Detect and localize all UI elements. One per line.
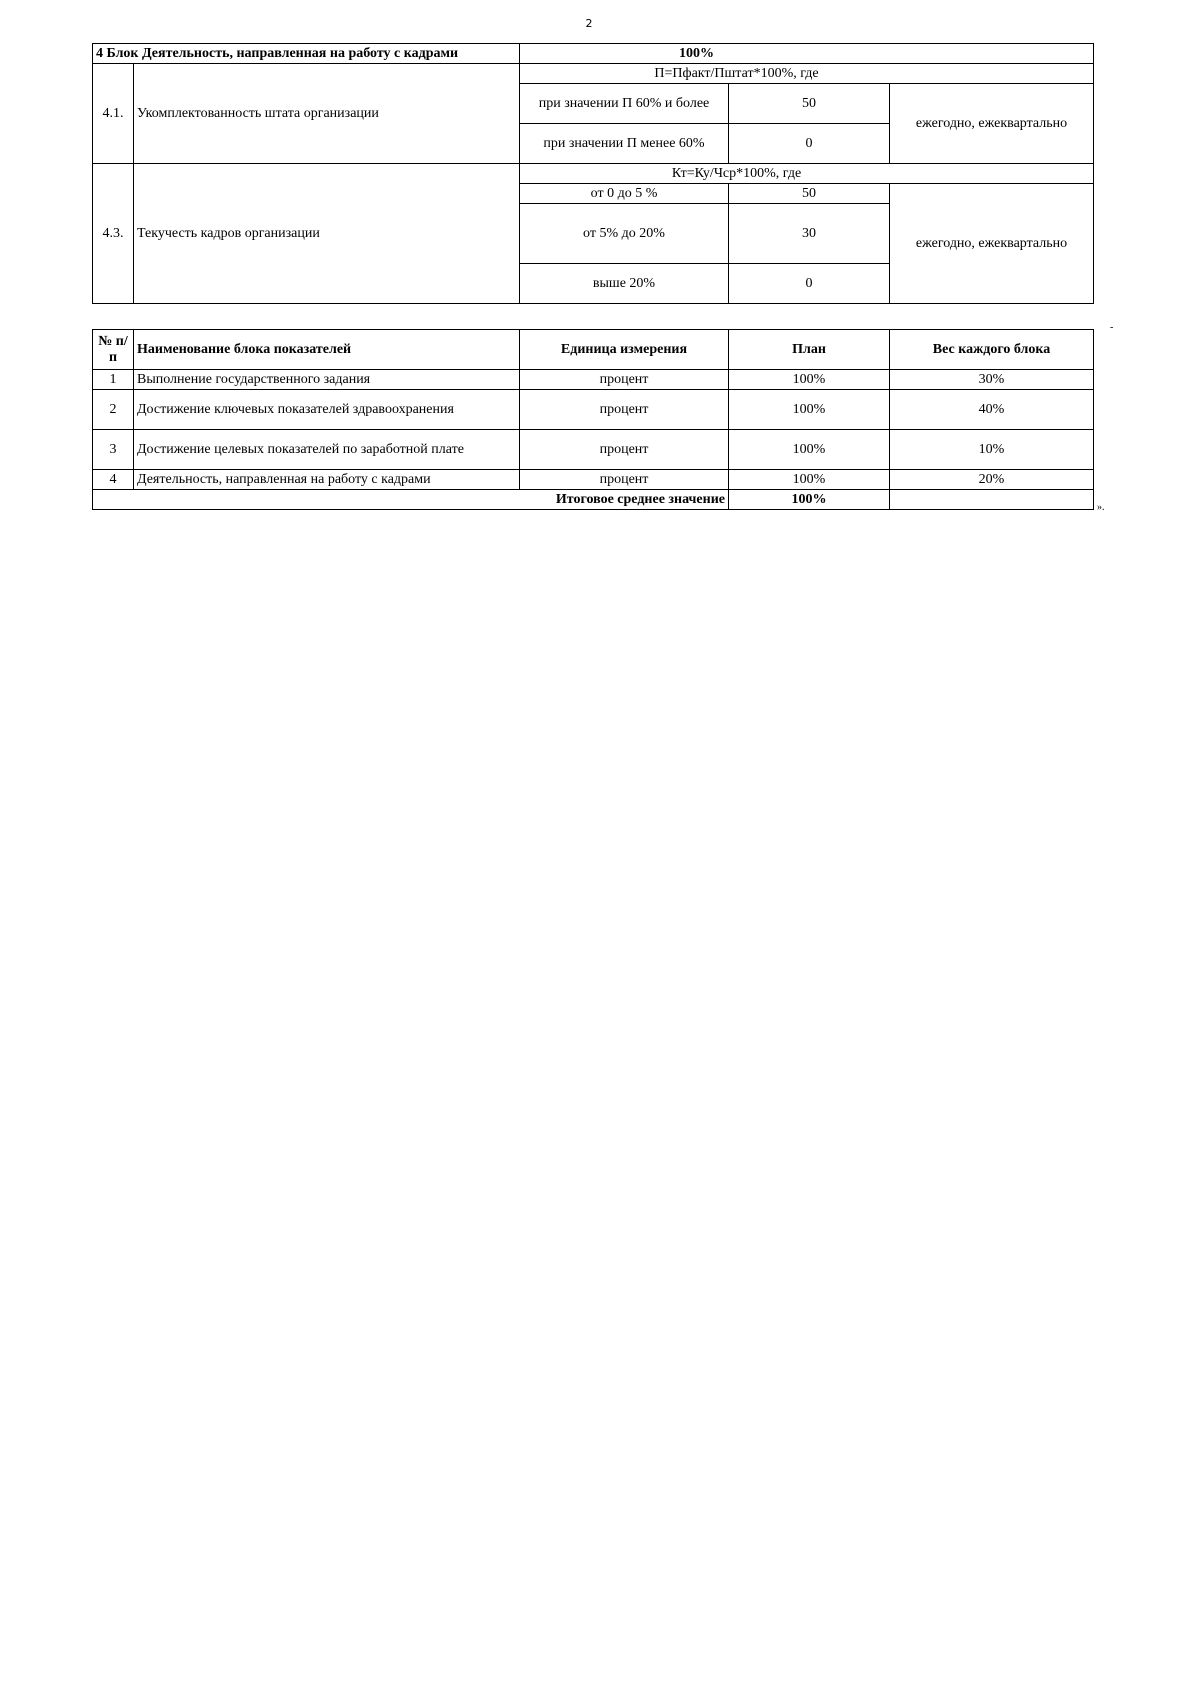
table-row bbox=[93, 470, 1094, 490]
row-num: 3 bbox=[93, 430, 134, 470]
row-unit: процент bbox=[520, 390, 729, 430]
total-value: 100% bbox=[729, 490, 890, 510]
indicator-name: Текучесть кадров организации bbox=[134, 164, 520, 304]
row-unit: процент bbox=[520, 470, 729, 490]
row-num: 4 bbox=[93, 470, 134, 490]
row-weight: 20% bbox=[890, 470, 1094, 490]
page-number: 2 bbox=[585, 17, 593, 30]
row-num: 1 bbox=[93, 370, 134, 390]
row-plan: 100% bbox=[729, 430, 890, 470]
table-row bbox=[93, 430, 1094, 470]
condition-label: от 5% до 20% bbox=[520, 204, 729, 264]
margin-mark: - bbox=[1110, 322, 1114, 333]
summary-table bbox=[92, 329, 1094, 510]
indicator-name: Укомплектованность штата организации bbox=[134, 64, 520, 164]
row-weight: 40% bbox=[890, 390, 1094, 430]
total-row bbox=[93, 490, 1094, 510]
condition-score: 0 bbox=[729, 264, 890, 304]
closing-quote-mark: ». bbox=[1097, 502, 1105, 513]
block4-total: 100% bbox=[520, 44, 1094, 64]
header-plan: План bbox=[729, 330, 890, 370]
row-unit: процент bbox=[520, 430, 729, 470]
row-num: 2 bbox=[93, 390, 134, 430]
header-num: № п/п bbox=[93, 330, 134, 370]
indicator-formula: П=Пфакт/Пштат*100%, где bbox=[520, 64, 1094, 84]
indicator-number: 4.3. bbox=[93, 164, 134, 304]
total-label: Итоговое среднее значение bbox=[93, 490, 729, 510]
condition-label: при значении П менее 60% bbox=[520, 124, 729, 164]
row-weight: 10% bbox=[890, 430, 1094, 470]
condition-score: 30 bbox=[729, 204, 890, 264]
block4-title: 4 Блок Деятельность, направленная на работу с кадрами bbox=[93, 44, 520, 64]
condition-label: при значении П 60% и более bbox=[520, 84, 729, 124]
table-row bbox=[93, 370, 1094, 390]
total-weight-empty bbox=[890, 490, 1094, 510]
row-name: Достижение ключевых показателей здравоохранения bbox=[134, 390, 520, 430]
condition-score: 50 bbox=[729, 184, 890, 204]
header-name: Наименование блока показателей bbox=[134, 330, 520, 370]
indicator-period: ежегодно, ежеквартально bbox=[890, 84, 1094, 164]
block4-table bbox=[92, 43, 1094, 304]
indicator-period: ежегодно, ежеквартально bbox=[890, 184, 1094, 304]
row-name: Деятельность, направленная на работу с кадрами bbox=[134, 470, 520, 490]
condition-score: 0 bbox=[729, 124, 890, 164]
header-weight: Вес каждого блока bbox=[890, 330, 1094, 370]
condition-label: выше 20% bbox=[520, 264, 729, 304]
row-plan: 100% bbox=[729, 390, 890, 430]
row-plan: 100% bbox=[729, 370, 890, 390]
header-unit: Единица измерения bbox=[520, 330, 729, 370]
condition-score: 50 bbox=[729, 84, 890, 124]
row-weight: 30% bbox=[890, 370, 1094, 390]
indicator-number: 4.1. bbox=[93, 64, 134, 164]
row-plan: 100% bbox=[729, 470, 890, 490]
row-name: Выполнение государственного задания bbox=[134, 370, 520, 390]
row-name: Достижение целевых показателей по заработной плате bbox=[134, 430, 520, 470]
row-unit: процент bbox=[520, 370, 729, 390]
table-row bbox=[93, 390, 1094, 430]
condition-label: от 0 до 5 % bbox=[520, 184, 729, 204]
indicator-formula: Кт=Ку/Чср*100%, где bbox=[520, 164, 1094, 184]
